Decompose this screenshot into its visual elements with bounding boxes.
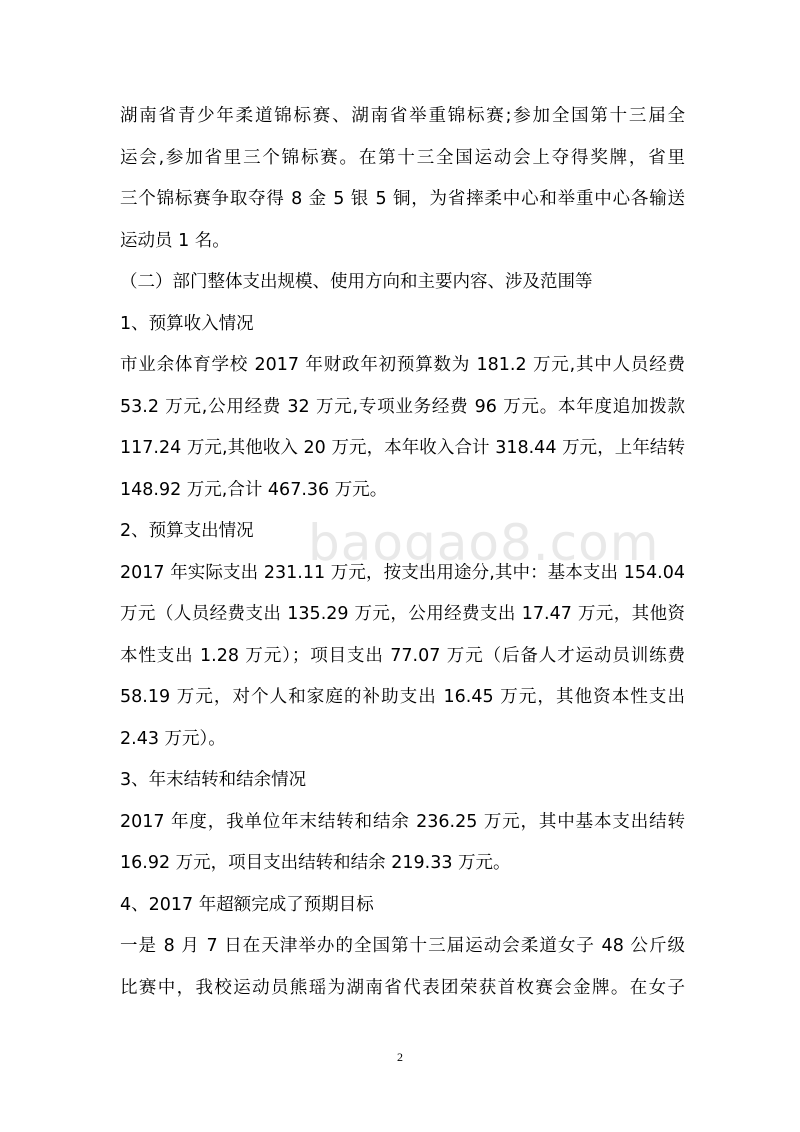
subsection-heading: 1、预算收入情况: [120, 313, 254, 334]
subsection-heading: 2、预算支出情况: [120, 521, 254, 541]
watermark: baogao8.com: [308, 514, 660, 572]
body-line: 三个锦标赛争取夺得 8 金 5 银 5 铜，为省摔柔中心和举重中心各输送: [120, 189, 685, 209]
body-line: 53.2 万元,公用经费 32 万元,专项业务经费 96 万元。本年度追加拨款: [120, 396, 685, 417]
body-line: 万元（人员经费支出 135.29 万元，公用经费支出 17.47 万元，其他资: [120, 604, 685, 624]
body-line: 2.43 万元）。: [120, 728, 226, 749]
body-line: 一是 8 月 7 日在天津举办的全国第十三届运动会柔道女子 48 公斤级: [120, 936, 685, 956]
page-number: 2: [397, 1050, 403, 1064]
body-line: 2017 年度，我单位年末结转和结余 236.25 万元，其中基本支出结转: [120, 811, 685, 832]
body-line: 16.92 万元，项目支出结转和结余 219.33 万元。: [120, 853, 511, 873]
body-line: 58.19 万元，对个人和家庭的补助支出 16.45 万元，其他资本性支出: [120, 687, 685, 707]
body-line: 运动员 1 名。: [120, 230, 230, 251]
body-line: 运会,参加省里三个锦标赛。在第十三全国运动会上夺得奖牌，省里: [120, 147, 685, 168]
document-body: [120, 96, 685, 1009]
body-line: 湖南省青少年柔道锦标赛、湖南省举重锦标赛;参加全国第十三届全: [120, 106, 685, 126]
body-line: 市业余体育学校 2017 年财政年初预算数为 181.2 万元,其中人员经费: [120, 355, 685, 375]
section-heading: （二）部门整体支出规模、使用方向和主要内容、涉及范围等: [120, 272, 593, 292]
subsection-heading: 4、2017 年超额完成了预期目标: [120, 894, 374, 915]
subsection-heading: 3、年末结转和结余情况: [120, 770, 307, 790]
body-line: 比赛中，我校运动员熊瑶为湖南省代表团荣获首枚赛会金牌。在女子: [120, 977, 685, 998]
body-line: 117.24 万元,其他收入 20 万元，本年收入合计 318.44 万元，上年结转: [120, 438, 685, 458]
body-line: 148.92 万元,合计 467.36 万元。: [120, 479, 388, 500]
body-line: 本性支出 1.28 万元）；项目支出 77.07 万元（后备人才运动员训练费: [120, 645, 685, 666]
body-line: 2017 年实际支出 231.11 万元，按支出用途分,其中：基本支出 154.04: [120, 562, 685, 583]
